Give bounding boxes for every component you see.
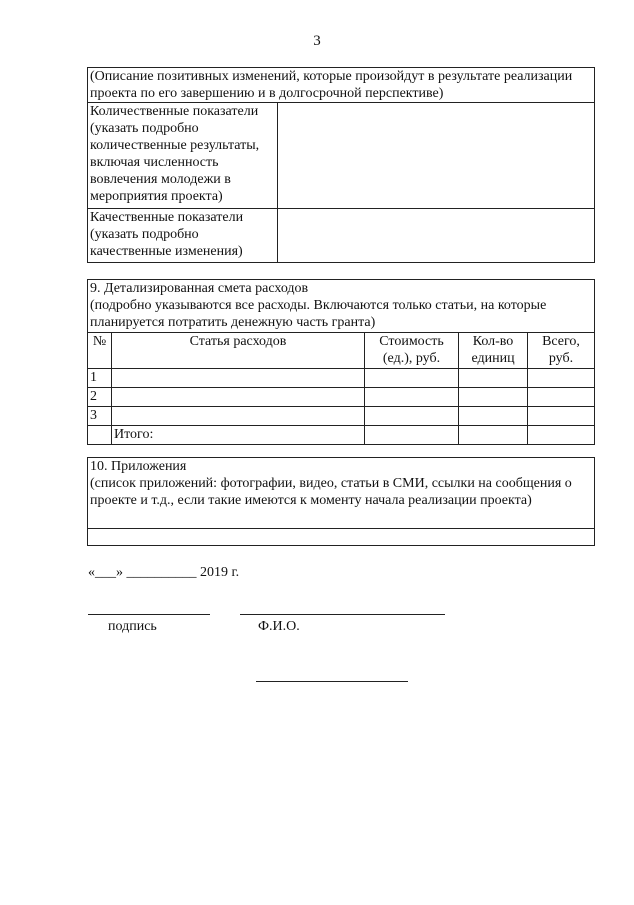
row-cost-cell[interactable] — [365, 369, 459, 388]
qualitative-indicators-field[interactable] — [278, 209, 595, 263]
quantitative-indicators-field[interactable] — [278, 103, 595, 209]
row-item-cell[interactable] — [112, 407, 365, 426]
col-total-header: Всего, руб. — [528, 333, 595, 369]
row-qty-cell[interactable] — [459, 388, 528, 407]
total-sum-cell[interactable] — [528, 426, 595, 445]
row-cost-cell[interactable] — [365, 407, 459, 426]
table-row — [88, 369, 595, 388]
signature-line[interactable] — [88, 614, 210, 615]
row-total-cell[interactable] — [528, 369, 595, 388]
row-item-cell[interactable] — [112, 369, 365, 388]
col-item-header: Статья расходов — [112, 333, 365, 369]
fio-label: Ф.И.О. — [258, 619, 300, 634]
row-number: 1 — [88, 369, 112, 388]
attachments-field[interactable] — [88, 529, 595, 546]
row-cost-cell[interactable] — [365, 388, 459, 407]
page-number: 3 — [313, 33, 321, 49]
total-cost-cell[interactable] — [365, 426, 459, 445]
results-table — [87, 67, 595, 263]
row-qty-cell[interactable] — [459, 407, 528, 426]
total-number-cell — [88, 426, 112, 445]
row-total-cell[interactable] — [528, 407, 595, 426]
row-total-cell[interactable] — [528, 388, 595, 407]
budget-header — [88, 280, 595, 333]
attachments-title: 10. Приложения — [90, 459, 187, 474]
budget-title: 9. Детализированная смета расходов — [90, 281, 309, 296]
col-number-header: № — [88, 333, 112, 369]
attachments-note: (список приложений: фотографии, видео, статьи в СМИ, ссылки на сообщения о проекте и т.д., если такие имеются к моменту начала реализации проекта) — [90, 476, 572, 508]
budget-note: (подробно указываются все расходы. Включаются только статьи, на которые планируется потратить денежную часть гранта) — [90, 298, 547, 330]
attachments-table — [87, 457, 595, 546]
col-qty-header: Кол-во единиц — [459, 333, 528, 369]
row-qty-cell[interactable] — [459, 369, 528, 388]
row-item-cell[interactable] — [112, 388, 365, 407]
date-line: «___» __________ 2019 г. — [88, 565, 240, 580]
results-intro: (Описание позитивных изменений, которые произойдут в результате реализации проекта по его завершению и в долгосрочной перспективе) — [88, 68, 595, 103]
col-cost-header: Стоимость (ед.), руб. — [365, 333, 459, 369]
total-label: Итого: — [112, 426, 365, 445]
attachments-header — [88, 458, 595, 529]
total-qty-cell[interactable] — [459, 426, 528, 445]
quantitative-indicators-label: Количественные показатели (указать подробно количественные результаты, включая численность вовлечения молодежи в мероприятия проекта) — [88, 103, 278, 209]
qualitative-indicators-label: Качественные показатели (указать подробно качественные изменения) — [88, 209, 278, 263]
bottom-line[interactable] — [256, 681, 408, 682]
budget-table — [87, 279, 595, 445]
table-row — [88, 407, 595, 426]
signature-label: подпись — [108, 619, 157, 634]
row-number: 3 — [88, 407, 112, 426]
total-row — [88, 426, 595, 445]
fio-line[interactable] — [240, 614, 445, 615]
table-row — [88, 388, 595, 407]
row-number: 2 — [88, 388, 112, 407]
